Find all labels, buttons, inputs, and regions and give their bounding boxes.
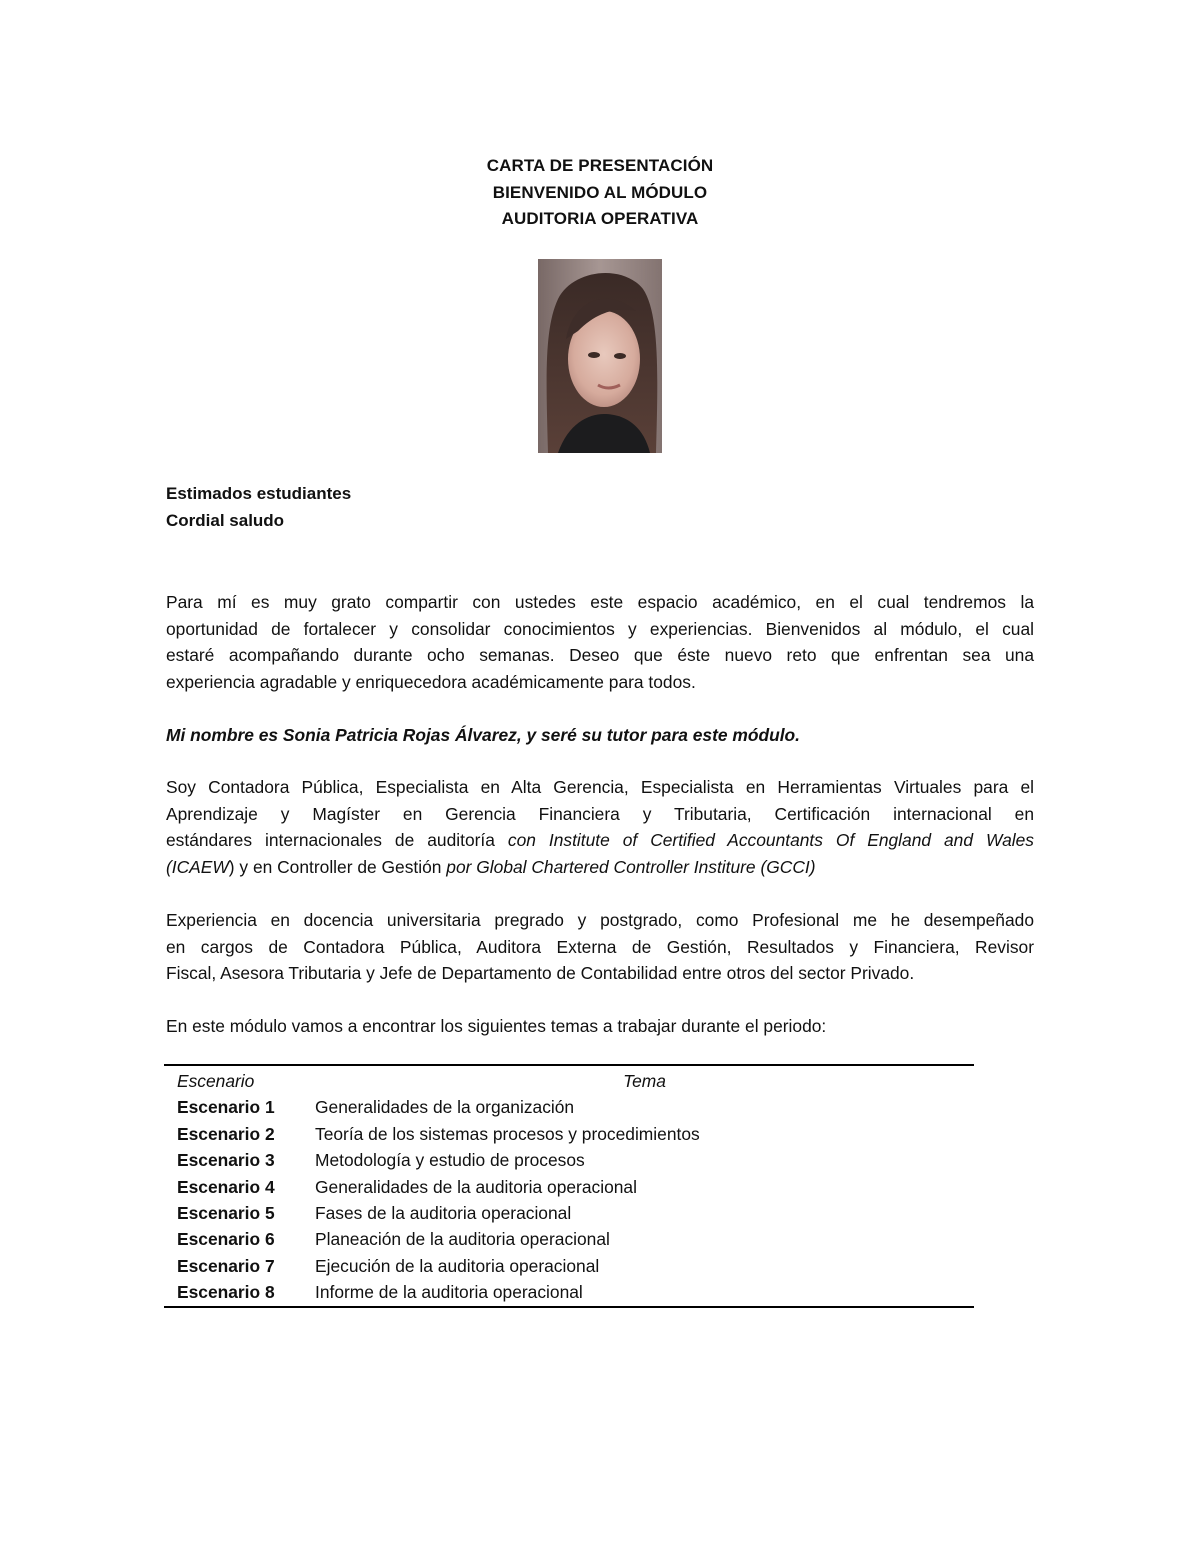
credentials-line-4-b: ) y en Controller de Gestión	[228, 856, 447, 877]
intro-line-3: estaré acompañando durante ocho semanas. Deseo que éste nuevo reto que enfrentan sea una	[166, 645, 1034, 666]
table-cell-escenario: Escenario 4	[177, 1176, 275, 1197]
table-row	[164, 1253, 974, 1279]
table-cell-tema: Generalidades de la auditoria operacional	[315, 1176, 637, 1197]
table-cell-tema: Teoría de los sistemas procesos y procedimientos	[315, 1123, 700, 1144]
credentials-line-4-c: por Global Chartered Controller Institure (GCCI)	[446, 856, 816, 877]
experience-paragraph	[166, 907, 1034, 987]
intro-line-4: experiencia agradable y enriquecedora académicamente para todos.	[166, 671, 696, 692]
topics-intro-line: En este módulo vamos a encontrar los siguientes temas a trabajar durante el periodo:	[166, 1016, 827, 1036]
header-title-line-3: AUDITORIA OPERATIVA	[501, 209, 699, 228]
table-cell-tema: Planeación de la auditoria operacional	[315, 1229, 610, 1250]
table-cell-escenario: Escenario 7	[177, 1255, 275, 1276]
table-cell-tema: Informe de la auditoria operacional	[315, 1282, 583, 1303]
table-cell-tema: Metodología y estudio de procesos	[315, 1150, 585, 1171]
credentials-line-3-a: estándares internacionales de auditoría	[166, 830, 508, 851]
table-cell-escenario: Escenario 3	[177, 1150, 275, 1171]
topics-table	[164, 1064, 974, 1308]
table-row	[164, 1121, 974, 1147]
table-cell-escenario: Escenario 8	[177, 1282, 275, 1303]
table-cell-tema: Generalidades de la organización	[315, 1097, 575, 1118]
credentials-paragraph	[166, 774, 1034, 880]
credentials-line-2: Aprendizaje y Magíster en Gerencia Financiera y Tributaria, Certificación internacional en	[166, 803, 1034, 824]
table-header-row	[164, 1065, 974, 1094]
experience-line-2: en cargos de Contadora Pública, Auditora Externa de Gestión, Resultados y Financiera, Revisor	[166, 936, 1034, 957]
credentials-line-1: Soy Contadora Pública, Especialista en Alta Gerencia, Especialista en Herramientas Virtuales para el	[166, 777, 1034, 797]
intro-line-1: Para mí es muy grato compartir con ustedes este espacio académico, en el cual tendremos la	[166, 592, 1034, 612]
greeting-line-2: Cordial saludo	[166, 511, 285, 530]
experience-line-1: Experiencia en docencia universitaria pregrado y postgrado, como Profesional me he desempeñado	[166, 910, 1034, 930]
greeting-line-1: Estimados estudiantes	[166, 484, 352, 503]
credentials-line-4	[166, 854, 1034, 881]
header-title-line-2: BIENVENIDO AL MÓDULO	[492, 183, 708, 202]
topics-intro-paragraph	[166, 1013, 1034, 1040]
table-row	[164, 1147, 974, 1173]
table-cell-escenario: Escenario 1	[177, 1097, 275, 1118]
tutor-photo	[538, 259, 662, 453]
table-cell-escenario: Escenario 5	[177, 1203, 275, 1224]
table-row	[164, 1279, 974, 1306]
tutor-name-paragraph	[166, 722, 1034, 749]
header-title-line-1: CARTA DE PRESENTACIÓN	[486, 156, 714, 175]
table-cell-escenario: Escenario 2	[177, 1123, 275, 1144]
table-cell-escenario: Escenario 6	[177, 1229, 275, 1250]
table-row	[164, 1226, 974, 1252]
table-cell-tema: Ejecución de la auditoria operacional	[315, 1255, 600, 1276]
table-header-tema: Tema	[623, 1071, 666, 1091]
table-row	[164, 1174, 974, 1200]
credentials-line-3-b: con Institute of Certified Accountants Of England and Wales	[507, 830, 1034, 851]
table-row	[164, 1200, 974, 1226]
tutor-name-line: Mi nombre es Sonia Patricia Rojas Álvarez, y seré su tutor para este módulo.	[166, 725, 800, 745]
table-row	[164, 1094, 974, 1120]
credentials-line-3	[166, 827, 1034, 854]
table-header-escenario: Escenario	[177, 1071, 255, 1091]
table-cell-tema: Fases de la auditoria operacional	[315, 1203, 572, 1224]
intro-line-2: oportunidad de fortalecer y consolidar conocimientos y experiencias. Bienvenidos al módulo, el cual	[166, 618, 1034, 639]
experience-line-3: Fiscal, Asesora Tributaria y Jefe de Departamento de Contabilidad entre otros del sector Privado.	[166, 963, 915, 984]
credentials-line-4-a: (ICAEW	[166, 856, 229, 877]
intro-paragraph	[166, 589, 1034, 695]
